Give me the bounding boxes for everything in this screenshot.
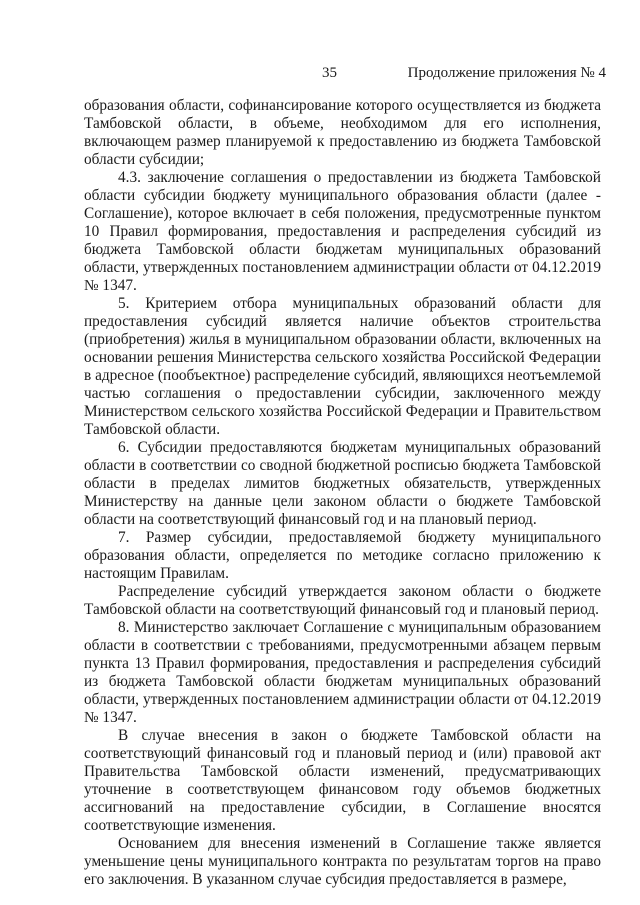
appendix-continuation-note: Продолжение приложения № 4 — [407, 65, 606, 81]
paragraph-5: 5. Критерием отбора муниципальных образований области для предоставления субсидий является наличие объектов строительства (приобретения) жилья в муниципальном образовании области, включенных на основании решения Министерства сельского хозяйства Российской Федерации в адресное (пообъектное) распределение субсидий, являющихся неотъемлемой частью соглашения о предоставлении субсидии, заключенного между Министерством сельского хозяйства Российской Федерации и Правительством Тамбовской области. — [84, 295, 601, 438]
page-number: 35 — [322, 65, 337, 81]
paragraph-4-3: 4.3. заключение соглашения о предоставлении из бюджета Тамбовской области субсидии бюджету муниципального образования области (далее - Соглашение), которое включает в себя положения, предусмотренные пунктом 10 Правил формирования, предоставления и распределения субсидий из бюджета Тамбовской области бюджетам муниципальных образований области, утвержденных постановлением администрации области от 04.12.2019 № 1347. — [84, 169, 601, 294]
paragraph-8-amendments: В случае внесения в закон о бюджете Тамбовской области на соответствующий финансовый год и плановый период и (или) правовой акт Правительства Тамбовской области изменений, предусматривающих уточнение в соответствующем финансовом году объемов бюджетных ассигнований на предоставление субсидии, в Соглашение вносятся соответствующие изменения. — [84, 727, 601, 834]
page-header — [0, 62, 640, 84]
document-body — [84, 97, 601, 889]
paragraph-8: 8. Министерство заключает Соглашение с муниципальным образованием области в соответствии с требованиями, предусмотренными абзацем первым пункта 13 Правил формирования, предоставления и распределения субсидий из бюджета Тамбовской области бюджетам муниципальных образований области, утвержденных постановлением администрации области от 04.12.2019 № 1347. — [84, 619, 601, 726]
paragraph-8-grounds: Основанием для внесения изменений в Соглашение также является уменьшение цены муниципального контракта по результатам торгов на право его заключения. В указанном случае субсидия предоставляется в размере, — [84, 835, 601, 888]
paragraph-7-distribution: Распределение субсидий утверждается законом области о бюджете Тамбовской области на соответствующий финансовый год и плановый период. — [84, 583, 601, 618]
paragraph-continued: образования области, софинансирование которого осуществляется из бюджета Тамбовской области, в объеме, необходимом для его исполнения, включающем размер планируемой к предоставлению из бюджета Тамбовской области субсидии; — [84, 97, 601, 168]
paragraph-7: 7. Размер субсидии, предоставляемой бюджету муниципального образования области, определяется по методике согласно приложению к настоящим Правилам. — [84, 529, 601, 582]
paragraph-6: 6. Субсидии предоставляются бюджетам муниципальных образований области в соответствии со сводной бюджетной росписью бюджета Тамбовской области в пределах лимитов бюджетных обязательств, утвержденных Министерству на данные цели законом области о бюджете Тамбовской области на соответствующий финансовый год и на плановый период. — [84, 439, 601, 528]
